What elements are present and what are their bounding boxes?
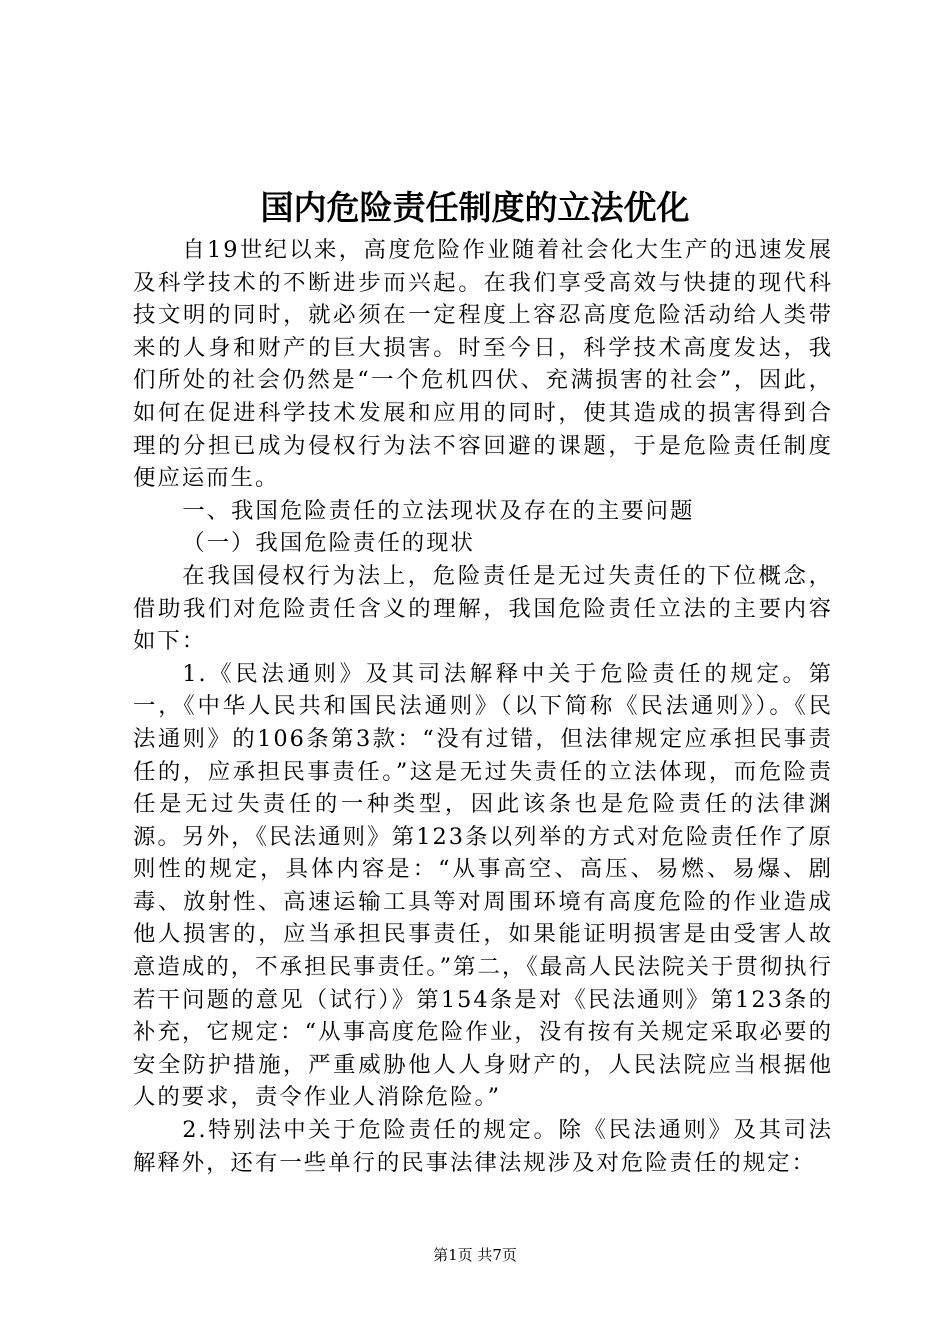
paragraph-intro: 自19世纪以来，高度危险作业随着社会化大生产的迅速发展及科学技术的不断进步而兴起。在我们享受高效与快捷的现代科技文明的同时，就必须在一定程度上容忍高度危险活动给人类带来的人身和财产的巨大损害。时至今日，科学技术高度发达，我们所处的社会仍然是“一个危机四伏、充满损害的社会”，因此，如何在促进科学技术发展和应用的同时，使其造成的损害得到合理的分担已成为侵权行为法不容回避的课题，于是危险责任制度便应运而生。 (133, 237, 833, 492)
page-number-footer: 第1页 共7页 (433, 1246, 517, 1264)
paragraph-civil-law: 1.《民法通则》及其司法解释中关于危险责任的规定。第一，《中华人民共和国民法通则》（以下简称《民法通则》）。《民法通则》的106条第3款：“没有过错，但法律规定应承担民事责任的，应承担民事责任。”这是无过失责任的立法体现，而危险责任是无过失责任的一种类型，因此该条也是危险责任的法律渊源。另外，《民法通则》第123条以列举的方式对危险责任作了原则性的规定，具体内容是：“从事高空、高压、易燃、易爆、剧毒、放射性、高速运输工具等对周围环境有高度危险的作业造成他人损害的，应当承担民事责任，如果能证明损害是由受害人故意造成的，不承担民事责任。”第二，《最高人民法院关于贯彻执行若干问题的意见（试行）》第154条是对《民法通则》第123条的补充，它规定：“从事高度危险作业，没有按有关规定采取必要的安全防护措施，严重威胁他人人身财产的，人民法院应当根据他人的要求，责令作业人消除危险。” (133, 660, 833, 1111)
paragraph-special-law: 2.特别法中关于危险责任的规定。除《民法通则》及其司法解释外，还有一些单行的民事法律法规涉及对危险责任的规定： (133, 1117, 833, 1176)
subsection-heading-1: （一）我国危险责任的现状 (182, 530, 475, 557)
document-title: 国内危险责任制度的立法优化 (260, 188, 690, 227)
section-heading-1: 一、我国危险责任的立法现状及存在的主要问题 (182, 497, 695, 524)
paragraph-definition: 在我国侵权行为法上，危险责任是无过失责任的下位概念，借助我们对危险责任含义的理解，我国危险责任立法的主要内容如下： (133, 562, 833, 655)
document-body (133, 234, 833, 1179)
